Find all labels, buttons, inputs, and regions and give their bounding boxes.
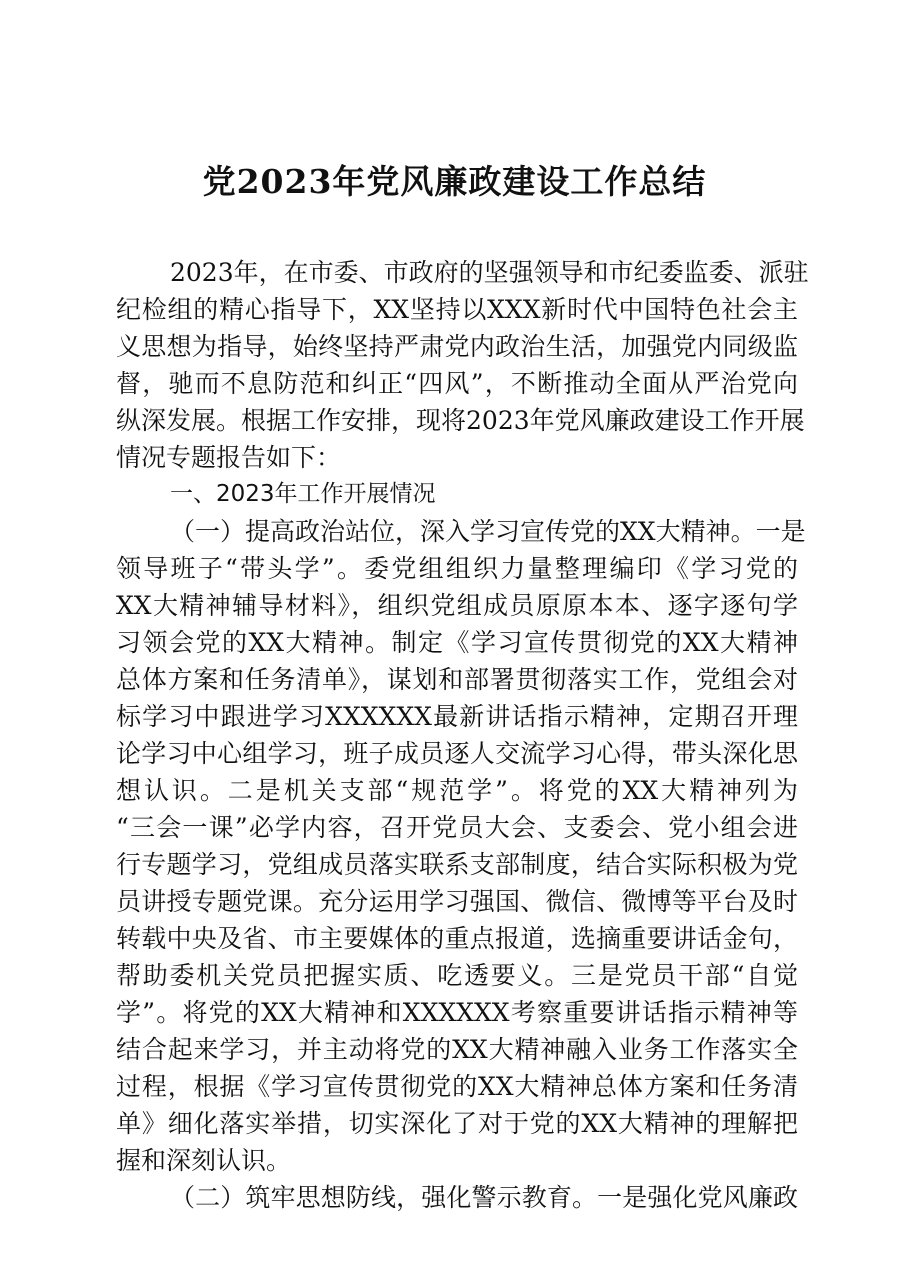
text-line: 总体方案和任务清单》，谋划和部署贯彻落实工作，党组会对 — [116, 665, 798, 694]
paragraph-warning-education — [116, 1179, 798, 1216]
text-line: 过程，根据《学习宣传贯彻党的XX大精神总体方案和任务清 — [116, 1072, 798, 1101]
text-line: 想认识。二是机关支部“规范学”。将党的XX大精神列为 — [116, 776, 798, 805]
text-line: 论学习中心组学习，班子成员逐人交流学习心得，带头深化思 — [116, 739, 798, 768]
text-line: 行专题学习，党组成员落实联系支部制度，结合实际积极为党 — [116, 850, 798, 879]
text-line: （二）筑牢思想防线，强化警示教育。一是强化党风廉政 — [170, 1183, 798, 1212]
text-line: 义思想为指导，始终坚持严肃党内政治生活，加强党内同级监 — [116, 332, 798, 361]
paragraph-intro — [116, 254, 809, 476]
text-line: （一）提高政治站位，深入学习宣传党的XX大精神。一是 — [170, 517, 806, 546]
section-heading: 一、2023年工作开展情况 — [170, 481, 436, 507]
text-line: 握和深刻认识。 — [116, 1146, 292, 1175]
text-line: XX大精神辅导材料》，组织党组成员原原本本、逐字逐句学 — [116, 591, 798, 620]
text-line: 转载中央及省、市主要媒体的重点报道，选摘重要讲话金句， — [116, 924, 798, 953]
text-line: 习领会党的XX大精神。制定《学习宣传贯彻党的XX大精神 — [116, 628, 798, 657]
paragraph-political-study — [116, 513, 806, 1179]
text-line: 标学习中跟进学习XXXXXX最新讲话指示精神，定期召开理 — [116, 702, 798, 731]
text-line: 督，驰而不息防范和纠正“四风”，不断推动全面从严治党向 — [116, 369, 798, 398]
text-line: 学”。将党的XX大精神和XXXXXX考察重要讲话指示精神等 — [116, 998, 798, 1027]
text-line: “三会一课”必学内容，召开党员大会、支委会、党小组会进 — [116, 813, 798, 842]
text-line: 2023年，在市委、市政府的坚强领导和市纪委监委、派驻 — [170, 258, 809, 287]
text-line: 单》细化落实举措，切实深化了对于党的XX大精神的理解把 — [116, 1109, 798, 1138]
document-title: 党2023年党风廉政建设工作总结 — [202, 162, 707, 201]
text-line: 纵深发展。根据工作安排，现将2023年党风廉政建设工作开展 — [116, 406, 805, 435]
text-line: 情况专题报告如下： — [116, 443, 342, 472]
text-line: 纪检组的精心指导下，XX坚持以XXX新时代中国特色社会主 — [116, 295, 798, 324]
text-line: 帮助委机关党员把握实质、吃透要义。三是党员干部“自觉 — [116, 961, 798, 990]
document-body — [116, 254, 809, 1216]
text-line: 结合起来学习，并主动将党的XX大精神融入业务工作落实全 — [116, 1035, 798, 1064]
text-line: 领导班子“带头学”。委党组组织力量整理编印《学习党的 — [116, 554, 798, 583]
text-line: 员讲授专题党课。充分运用学习强国、微信、微博等平台及时 — [116, 887, 798, 916]
